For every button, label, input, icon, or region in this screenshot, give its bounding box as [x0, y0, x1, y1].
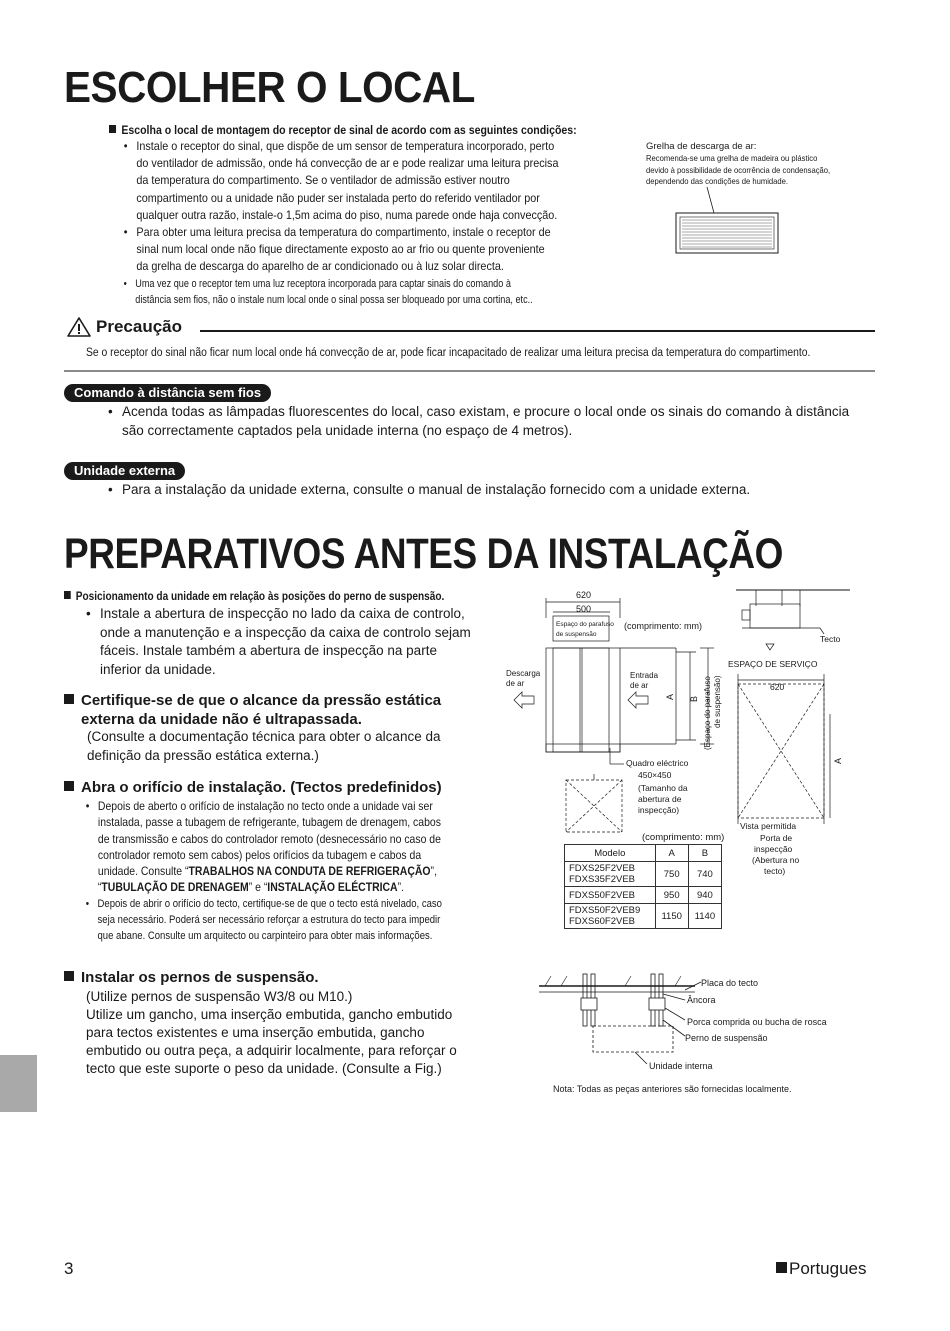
- grille-illustration: [672, 187, 782, 255]
- pressure-heading: Certifique-se de que o alcance da pressão estática externa da unidade não é ultrapassada.: [64, 691, 441, 729]
- bolt-note: Nota: Todas as peças anteriores são fornecidas localmente.: [553, 1084, 792, 1094]
- perno-label: Perno de suspensão: [685, 1033, 768, 1043]
- porta-1: Porta de: [760, 833, 793, 843]
- size-note-1: (Tamanho da: [638, 783, 688, 793]
- location-bullets: [122, 138, 568, 308]
- bolts-text: (Utilize pernos de suspensão W3/8 ou M10.) Utilize um gancho, uma inserção embutida, gancho embutido para tectos existentes e uma inserção embutida, gancho embutido ou outra peça, a adquirir localmente, para reforçar o tecto que este suporte o peso da unidade. (Consulte a Fig.): [86, 989, 457, 1076]
- remote-label: Comando à distância sem fios: [64, 384, 271, 402]
- bolt-space-label-2: de suspensão: [556, 631, 597, 638]
- discharge-label-1: Descarga: [506, 669, 541, 678]
- ref-drenagem: TUBULAÇÃO DE DRENAGEM: [101, 880, 249, 895]
- remote-text: • Acenda todas as lâmpadas fluorescentes do local, caso existam, e procure o local onde os sinais do comando à distância são correctamente captados pela unidade interna (no espaço de 4 metros).: [106, 403, 849, 440]
- table-caption: (comprimento: mm): [642, 832, 725, 843]
- pos-text: • Instale a abertura de inspecção no lado da caixa de controlo, onde a manutenção e a inspecção da caixa de controlo sejam fáceis. Instale também a abertura de inspecção na parte inferior da unidade.: [84, 605, 471, 679]
- hole-heading: Abra o orifício de instalação. (Tectos predefinidos): [64, 779, 442, 796]
- bolts-heading: Instalar os pernos de suspensão.: [64, 969, 319, 986]
- porta-3: (Abertura no: [752, 855, 800, 865]
- tecto-label: Tecto: [820, 634, 841, 644]
- warning-icon: [66, 316, 92, 338]
- location-lead: Escolha o local de montagem do receptor de sinal de acordo com as seguintes condições:: [109, 122, 577, 139]
- grille-note: Recomenda-se uma grelha de madeira ou plástico devido à possibilidade de ocorrência de condensação, dependendo das condições de humidade.: [646, 153, 831, 186]
- caution-title: Precaução: [96, 317, 182, 336]
- view-label: Vista permitida: [740, 821, 797, 831]
- page-number: 3: [64, 1259, 74, 1278]
- outdoor-text: • Para a instalação da unidade externa, consulte o manual de instalação fornecido com a unidade externa.: [106, 481, 750, 500]
- ref-refrigeracao: TRABALHOS NA CONDUTA DE REFRIGERAÇÃO: [188, 864, 431, 879]
- discharge-label-2: de ar: [506, 679, 525, 688]
- placa-label: Placa do tecto: [701, 978, 759, 988]
- table-row: FDXS50F2VEB9 FDXS60F2VEB 1150 1140: [565, 904, 722, 929]
- ancora-label: Âncora: [687, 995, 716, 1005]
- caution-bottom-rule: [64, 370, 875, 372]
- table-row: FDXS25F2VEB FDXS35F2VEB 750 740: [565, 862, 722, 887]
- intake-label-2: de ar: [630, 681, 649, 690]
- outdoor-label: Unidade externa: [64, 462, 185, 480]
- table-header-row: Modelo A B: [565, 845, 722, 862]
- hole-text: • Depois de aberto o orifício de instalação no tecto onde a unidade vai ser instalada, passe a tubagem de refrigerante, tubagem de drenagem, cabos de transmissão e cabos do controlador remoto (desnecessário no caso de controlador remoto sem cabos) pelos orifícios da tubagem e cabos da unidade. Consulte “TRABALHOS NA CONDUTA DE REFRIGERAÇÃO”, “TUBULAÇÃO DE DRENAGEM” e “INSTALAÇÃO ELÉCTRICA”. • Depois de abrir o orifício do tecto, certifique-se de que o tecto está nivelado, caso seja necessário. Poderá ser necessário reforçar a estrutura do tecto para impedir que abane. Consulte um arquitecto ou carpinteiro para obter mais informações.: [84, 798, 453, 945]
- dim-b-label: B: [689, 695, 699, 702]
- intake-label-1: Entrada: [630, 671, 659, 680]
- service-label: ESPAÇO DE SERVIÇO: [728, 659, 818, 669]
- porca-label: Porca comprida ou bucha de rosca: [687, 1017, 827, 1027]
- suspension-bolt-diagram: [535, 968, 855, 1100]
- service-space-diagram: [720, 584, 860, 884]
- caution-text: Se o receptor do sinal não ficar num local onde há convecção de ar, pode ficar incapacitado de realizar uma leitura precisa da temperatura do compartimento.: [86, 347, 811, 359]
- language-label: Portugues: [776, 1259, 867, 1279]
- section-title-preparativos: PREPARATIVOS ANTES DA INSTALAÇÃO: [64, 530, 784, 578]
- b-note-2: de suspensão): [713, 675, 722, 728]
- section-title-escolher: ESCOLHER O LOCAL: [64, 63, 475, 112]
- size-note-3: inspecção): [638, 805, 680, 815]
- dim-620: 620: [576, 590, 592, 600]
- size-label: 450×450: [638, 770, 672, 780]
- quadro-label: Quadro eléctrico: [626, 758, 689, 768]
- pos-heading: Posicionamento da unidade em relação às posições do perno de suspensão.: [64, 588, 444, 605]
- service-620: 620: [770, 682, 785, 692]
- table-row: FDXS50F2VEB 950 940: [565, 887, 722, 904]
- grille-title: Grelha de descarga de ar:: [646, 141, 757, 152]
- b-note-1: (Espaço do parafuso: [703, 676, 712, 750]
- model-table: [564, 844, 722, 929]
- dim-500: 500: [576, 604, 592, 614]
- length-unit-label: (comprimento: mm): [624, 621, 703, 631]
- dim-a-label: A: [665, 693, 675, 700]
- bolt-space-label-1: Espaço do parafuso: [556, 621, 614, 628]
- bullet-2: • Para obter uma leitura precisa da temperatura do compartimento, instale o receptor de sinal num local onde não fique directamente exposto ao ar frio ou quente proveniente da grelha de descarga do aparelho de ar condicionado ou à luz solar directa.: [122, 224, 568, 276]
- caution-rule: [200, 330, 875, 332]
- bullet-3: • Uma vez que o receptor tem uma luz receptora incorporada para captar sinais do comando à distância sem fios, não o instale num local onde o sinal possa ser bloqueado por uma cortina, etc..: [122, 276, 533, 308]
- page-side-tab: [0, 1055, 37, 1112]
- pressure-text: (Consulte a documentação técnica para obter o alcance da definição da pressão estática externa.): [87, 729, 441, 763]
- bullet-1: • Instale o receptor do sinal, que dispõe de um sensor de temperatura incorporado, perto do ventilador de admissão, onde há convecção de ar e pode realizar uma leitura precisa da temperatura do compartimento. Se o ventilador de admissão estiver noutro compartimento ou a unidade não puder ser instalada perto do referido ventilador por qualquer outra razão, instale-o 1,5m acima do piso, numa parede onde haja convecção.: [122, 138, 568, 224]
- unidade-label: Unidade interna: [649, 1061, 713, 1071]
- ref-electrica: INSTALAÇÃO ELÉCTRICA: [267, 880, 398, 895]
- porta-4: tecto): [764, 866, 786, 876]
- service-a-label: A: [833, 757, 843, 764]
- size-note-2: abertura de: [638, 794, 682, 804]
- porta-2: inspecção: [754, 844, 793, 854]
